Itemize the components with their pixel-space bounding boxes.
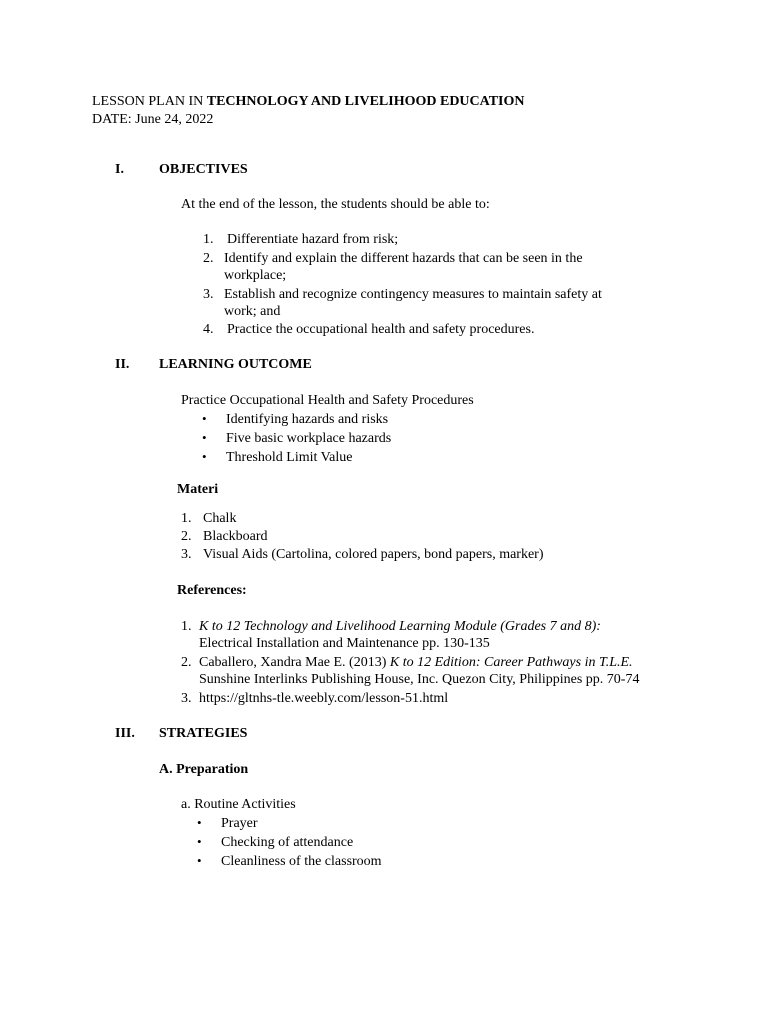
material-text: Chalk [203, 511, 237, 526]
reference-number: 1. [181, 619, 192, 634]
reference-number: 3. [181, 691, 192, 706]
objective-number: 1. [203, 232, 214, 247]
objective-number: 3. [203, 287, 214, 302]
reference-details: Sunshine Interlinks Publishing House, Inc. Quezon City, Philippines pp. 70-74 [199, 672, 640, 687]
material-text: Blackboard [203, 529, 268, 544]
bullet-icon: • [197, 834, 202, 849]
lesson-subject: TECHNOLOGY AND LIVELIHOOD EDUCATION [206, 94, 525, 109]
objective-text: Identify and explain the different hazards that can be seen in the [224, 251, 583, 266]
lesson-date: DATE: June 24, 2022 [92, 112, 214, 127]
material-number: 3. [181, 547, 192, 562]
subsection-heading-preparation: A. Preparation [159, 762, 249, 777]
outcome-bullet-text: Five basic workplace hazards [226, 431, 392, 446]
reference-line [199, 654, 633, 671]
materials-heading: Materi [177, 482, 219, 497]
reference-author: Caballero, Xandra Mae E. (2013) [199, 655, 390, 670]
section-numeral-outcome: II. [115, 357, 130, 372]
outcome-intro: Practice Occupational Health and Safety Procedures [181, 393, 474, 408]
section-numeral-strategies: III. [115, 726, 135, 741]
section-heading-outcome: LEARNING OUTCOME [159, 357, 312, 372]
section-heading-objectives: OBJECTIVES [159, 162, 248, 177]
lesson-prefix: LESSON PLAN IN [92, 94, 207, 109]
bullet-icon: • [202, 411, 207, 426]
material-number: 2. [181, 529, 192, 544]
reference-title: K to 12 Edition: Career Pathways in T.L.E. [389, 655, 633, 670]
objective-number: 4. [203, 322, 214, 337]
outcome-bullet-text: Threshold Limit Value [226, 450, 353, 465]
reference-title: K to 12 Technology and Livelihood Learning Module (Grades 7 and 8): [199, 619, 601, 634]
routine-bullet-text: Checking of attendance [221, 835, 354, 850]
bullet-icon: • [197, 853, 202, 868]
lesson-title [92, 93, 525, 110]
reference-number: 2. [181, 655, 192, 670]
material-number: 1. [181, 511, 192, 526]
routine-heading: a. Routine Activities [181, 797, 296, 812]
objective-text: Establish and recognize contingency measures to maintain safety at [224, 287, 602, 302]
section-heading-strategies: STRATEGIES [159, 726, 248, 741]
objectives-intro: At the end of the lesson, the students should be able to: [181, 197, 490, 212]
section-numeral-objectives: I. [115, 162, 124, 177]
objective-number: 2. [203, 251, 214, 266]
reference-details: Electrical Installation and Maintenance pp. 130-135 [199, 636, 490, 651]
bullet-icon: • [202, 449, 207, 464]
objective-text: Differentiate hazard from risk; [227, 232, 399, 247]
reference-url: https://gltnhs-tle.weebly.com/lesson-51.html [199, 691, 449, 706]
material-text: Visual Aids (Cartolina, colored papers, bond papers, marker) [203, 547, 544, 562]
objective-text-continued: workplace; [224, 268, 287, 283]
bullet-icon: • [197, 815, 202, 830]
objective-text: Practice the occupational health and safety procedures. [227, 322, 535, 337]
routine-bullet-text: Cleanliness of the classroom [221, 854, 382, 869]
outcome-bullet-text: Identifying hazards and risks [226, 412, 389, 427]
references-heading: References: [177, 583, 247, 598]
objective-text-continued: work; and [224, 304, 281, 319]
bullet-icon: • [202, 430, 207, 445]
routine-bullet-text: Prayer [221, 816, 258, 831]
